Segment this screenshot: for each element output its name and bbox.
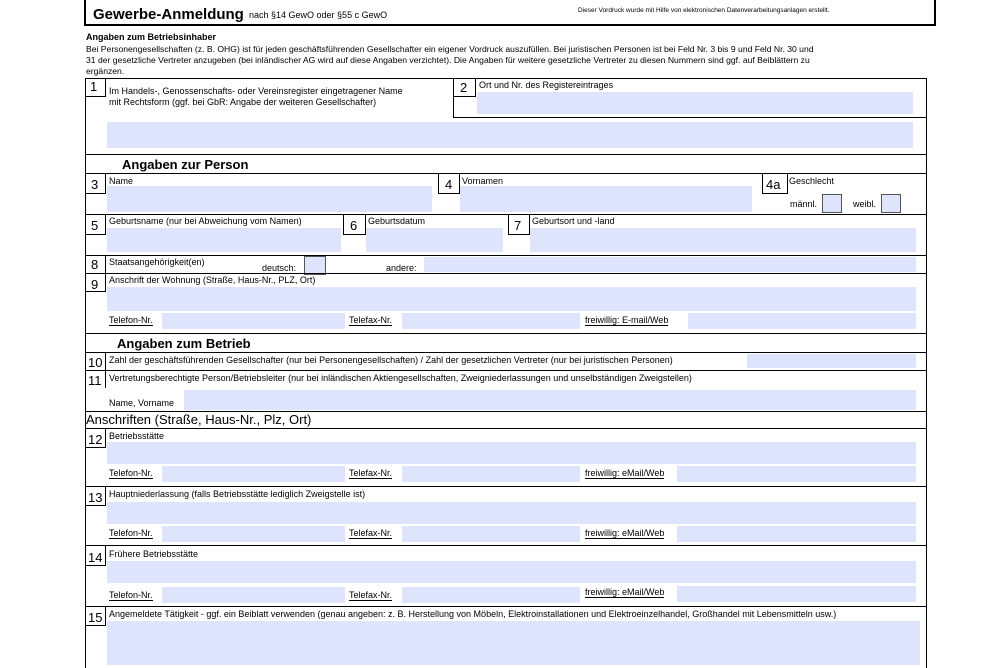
rule: [453, 117, 926, 118]
field-4-label: Vornamen: [462, 176, 504, 186]
birth-place-input[interactable]: [530, 228, 916, 252]
former-address-input[interactable]: [107, 561, 916, 583]
field-4a-label: Geschlecht: [789, 176, 835, 186]
field-6-label: Geburtsdatum: [368, 216, 426, 226]
partners-count-input[interactable]: [747, 354, 916, 368]
headquarters-fax-label: Telefax-Nr.: [349, 528, 393, 538]
residence-address-input[interactable]: [107, 287, 916, 311]
field-12-number-box: [85, 428, 106, 448]
field-4-number: 4: [445, 177, 453, 192]
field-5-number: 5: [91, 218, 99, 233]
residence-email-input[interactable]: [688, 313, 916, 329]
nationality-german-label: deutsch:: [262, 263, 297, 273]
field-1-label-1: Im Handels-, Genossenschafts- oder Vereinsregister eingetragener Name: [109, 86, 403, 96]
rule: [85, 352, 927, 353]
representative-name-input[interactable]: [184, 390, 916, 410]
former-fax-input[interactable]: [402, 587, 580, 603]
field-14-label: Frühere Betriebsstätte: [109, 549, 199, 559]
form-title: Gewerbe-Anmeldung: [93, 6, 244, 23]
field-15-number: 15: [88, 610, 103, 625]
residence-fax-label: Telefax-Nr.: [349, 315, 393, 325]
field-14-number-box: [85, 545, 106, 566]
business-email-input[interactable]: [677, 466, 916, 482]
headquarters-phone-label: Telefon-Nr.: [109, 528, 153, 538]
name-input[interactable]: [107, 186, 432, 212]
field-11-label: Vertretungsberechtigte Person/Betriebsleiter (nur bei inländischen Aktiengesellschaften, Zweigniederlassungen und unselbständigen Zweigstellen): [109, 373, 692, 383]
residence-email-label: freiwillig: E-mail/Web: [585, 315, 669, 325]
rule: [85, 545, 927, 546]
field-1-number-box: [85, 78, 106, 97]
business-email-label: freiwillig: eMail/Web: [585, 468, 665, 478]
field-11-number: 11: [88, 373, 102, 388]
field-3-label: Name: [109, 176, 134, 186]
field-10-number: 10: [88, 355, 103, 370]
field-4-number-box: [438, 173, 460, 194]
field-2-number: 2: [460, 80, 468, 95]
field-6-number-box: [343, 214, 366, 235]
former-phone-input[interactable]: [162, 587, 345, 603]
field-12-number: 12: [88, 432, 103, 447]
headquarters-email-input[interactable]: [677, 526, 916, 542]
field-12-label: Betriebsstätte: [109, 431, 165, 441]
business-fax-label: Telefax-Nr.: [349, 468, 393, 478]
field-5-label: Geburtsname (nur bei Abweichung vom Namen): [109, 216, 302, 226]
rule: [85, 333, 927, 334]
business-fax-input[interactable]: [402, 466, 580, 482]
intro-line-2: 31 der gesetzliche Vertreter anzugeben (bei inländischer AG wird auf diese Angaben verzichtet). Die Angaben für weitere gesetzliche Vertreter zu diesen Nummern sind ggf. auf Beiblättern zu: [86, 55, 810, 65]
rule: [85, 606, 927, 607]
field-3-number: 3: [91, 177, 99, 192]
field-11-number-box: [85, 370, 106, 388]
field-9-label: Anschrift der Wohnung (Straße, Haus-Nr., PLZ, Ort): [109, 275, 316, 285]
field-7-label: Geburtsort und -land: [532, 216, 615, 226]
former-fax-label: Telefax-Nr.: [349, 590, 393, 600]
field-2-label: Ort und Nr. des Registereintrages: [479, 80, 614, 90]
field-10-label: Zahl der geschäftsführenden Gesellschafter (nur bei Personengesellschaften) / Zahl der gesetzlichen Vertreter (nur bei juristischen Personen): [109, 355, 673, 365]
field-10-number-box: [85, 352, 106, 370]
rule: [85, 428, 927, 429]
field-13-number: 13: [88, 490, 103, 505]
headquarters-address-input[interactable]: [107, 502, 916, 524]
residence-phone-label: Telefon-Nr.: [109, 315, 153, 325]
field-7-number: 7: [514, 218, 522, 233]
register-name-input[interactable]: [107, 122, 913, 148]
headquarters-phone-input[interactable]: [162, 526, 345, 542]
field-8-number-box: [85, 255, 106, 274]
birth-date-input[interactable]: [366, 228, 503, 252]
birth-name-input[interactable]: [107, 228, 341, 252]
field-5-number-box: [85, 214, 106, 235]
field-13-number-box: [85, 486, 106, 506]
person-heading: Angaben zur Person: [122, 157, 249, 172]
residence-fax-input[interactable]: [402, 313, 580, 329]
field-4a-number-box: [762, 173, 788, 194]
field-9-number-box: [85, 273, 106, 292]
rule: [85, 255, 927, 256]
field-14-number: 14: [88, 550, 103, 565]
headquarters-fax-input[interactable]: [402, 526, 580, 542]
representative-name-label: Name, Vorname: [109, 398, 175, 408]
business-phone-label: Telefon-Nr.: [109, 468, 153, 478]
rule: [85, 370, 927, 371]
field-15-label: Angemeldete Tätigkeit - ggf. ein Beiblatt verwenden (genau angeben: z. B. Herstellung von Möbeln, Elektroinstallationen und Elektroeinzelhandel, Großhandel mit Lebensmitteln usw.): [109, 609, 837, 619]
intro-line-3: ergänzen.: [86, 66, 125, 76]
field-8-label: Staatsangehörigkeit(en): [109, 257, 205, 267]
field-4a-number: 4a: [766, 177, 781, 192]
field-15-number-box: [85, 606, 106, 626]
business-phone-input[interactable]: [162, 466, 345, 482]
activity-input[interactable]: [107, 621, 920, 665]
field-7-number-box: [508, 214, 530, 235]
former-phone-label: Telefon-Nr.: [109, 590, 153, 600]
headquarters-email-label: freiwillig: eMail/Web: [585, 528, 665, 538]
field-8-number: 8: [91, 257, 99, 272]
former-email-label: freiwillig: eMail/Web: [585, 587, 665, 597]
business-heading: Angaben zum Betrieb: [117, 336, 251, 351]
rule: [85, 173, 927, 174]
rule: [85, 486, 927, 487]
rule: [85, 273, 927, 274]
register-location-input[interactable]: [477, 92, 913, 114]
form-subtitle: nach §14 GewO oder §55 c GewO: [249, 10, 388, 20]
rule: [85, 78, 927, 79]
owner-heading: Angaben zum Betriebsinhaber: [86, 32, 217, 42]
frame-right: [926, 78, 927, 668]
gender-male-label: männl.: [790, 199, 818, 209]
field-3-number-box: [85, 173, 106, 194]
form-note: Dieser Vordruck wurde mit Hilfe von elektronischen Datenverarbeitungsanlagen erstellt.: [578, 7, 830, 14]
rule: [85, 154, 927, 155]
gender-male-checkbox[interactable]: [822, 194, 842, 213]
intro-line-1: Bei Personengesellschaften (z. B. OHG) ist für jeden geschäftsführenden Gesellschafter ein eigener Vordruck auszufüllen. Bei juristischen Personen ist bei Feld Nr. 3 bis 9 und Feld Nr. 30 und: [86, 44, 814, 54]
gender-female-label: weibl.: [853, 199, 877, 209]
field-9-number: 9: [91, 277, 99, 292]
field-6-number: 6: [350, 218, 358, 233]
field-1-label-2: mit Rechtsform (ggf. bei GbR: Angabe der weiteren Gesellschafter): [109, 97, 377, 107]
business-address-input[interactable]: [107, 442, 916, 464]
gender-female-checkbox[interactable]: [881, 194, 901, 213]
field-13-label: Hauptniederlassung (falls Betriebsstätte lediglich Zweigstelle ist): [109, 489, 366, 499]
rule: [85, 214, 927, 215]
field-2-number-box: [453, 78, 476, 97]
addresses-heading: Anschriften (Straße, Haus-Nr., Plz, Ort): [86, 412, 312, 427]
nationality-other-input[interactable]: [424, 257, 916, 272]
field-1-number: 1: [90, 79, 98, 94]
residence-phone-input[interactable]: [162, 313, 345, 329]
nationality-other-label: andere:: [386, 263, 417, 273]
former-email-input[interactable]: [677, 586, 916, 602]
first-names-input[interactable]: [460, 186, 752, 212]
